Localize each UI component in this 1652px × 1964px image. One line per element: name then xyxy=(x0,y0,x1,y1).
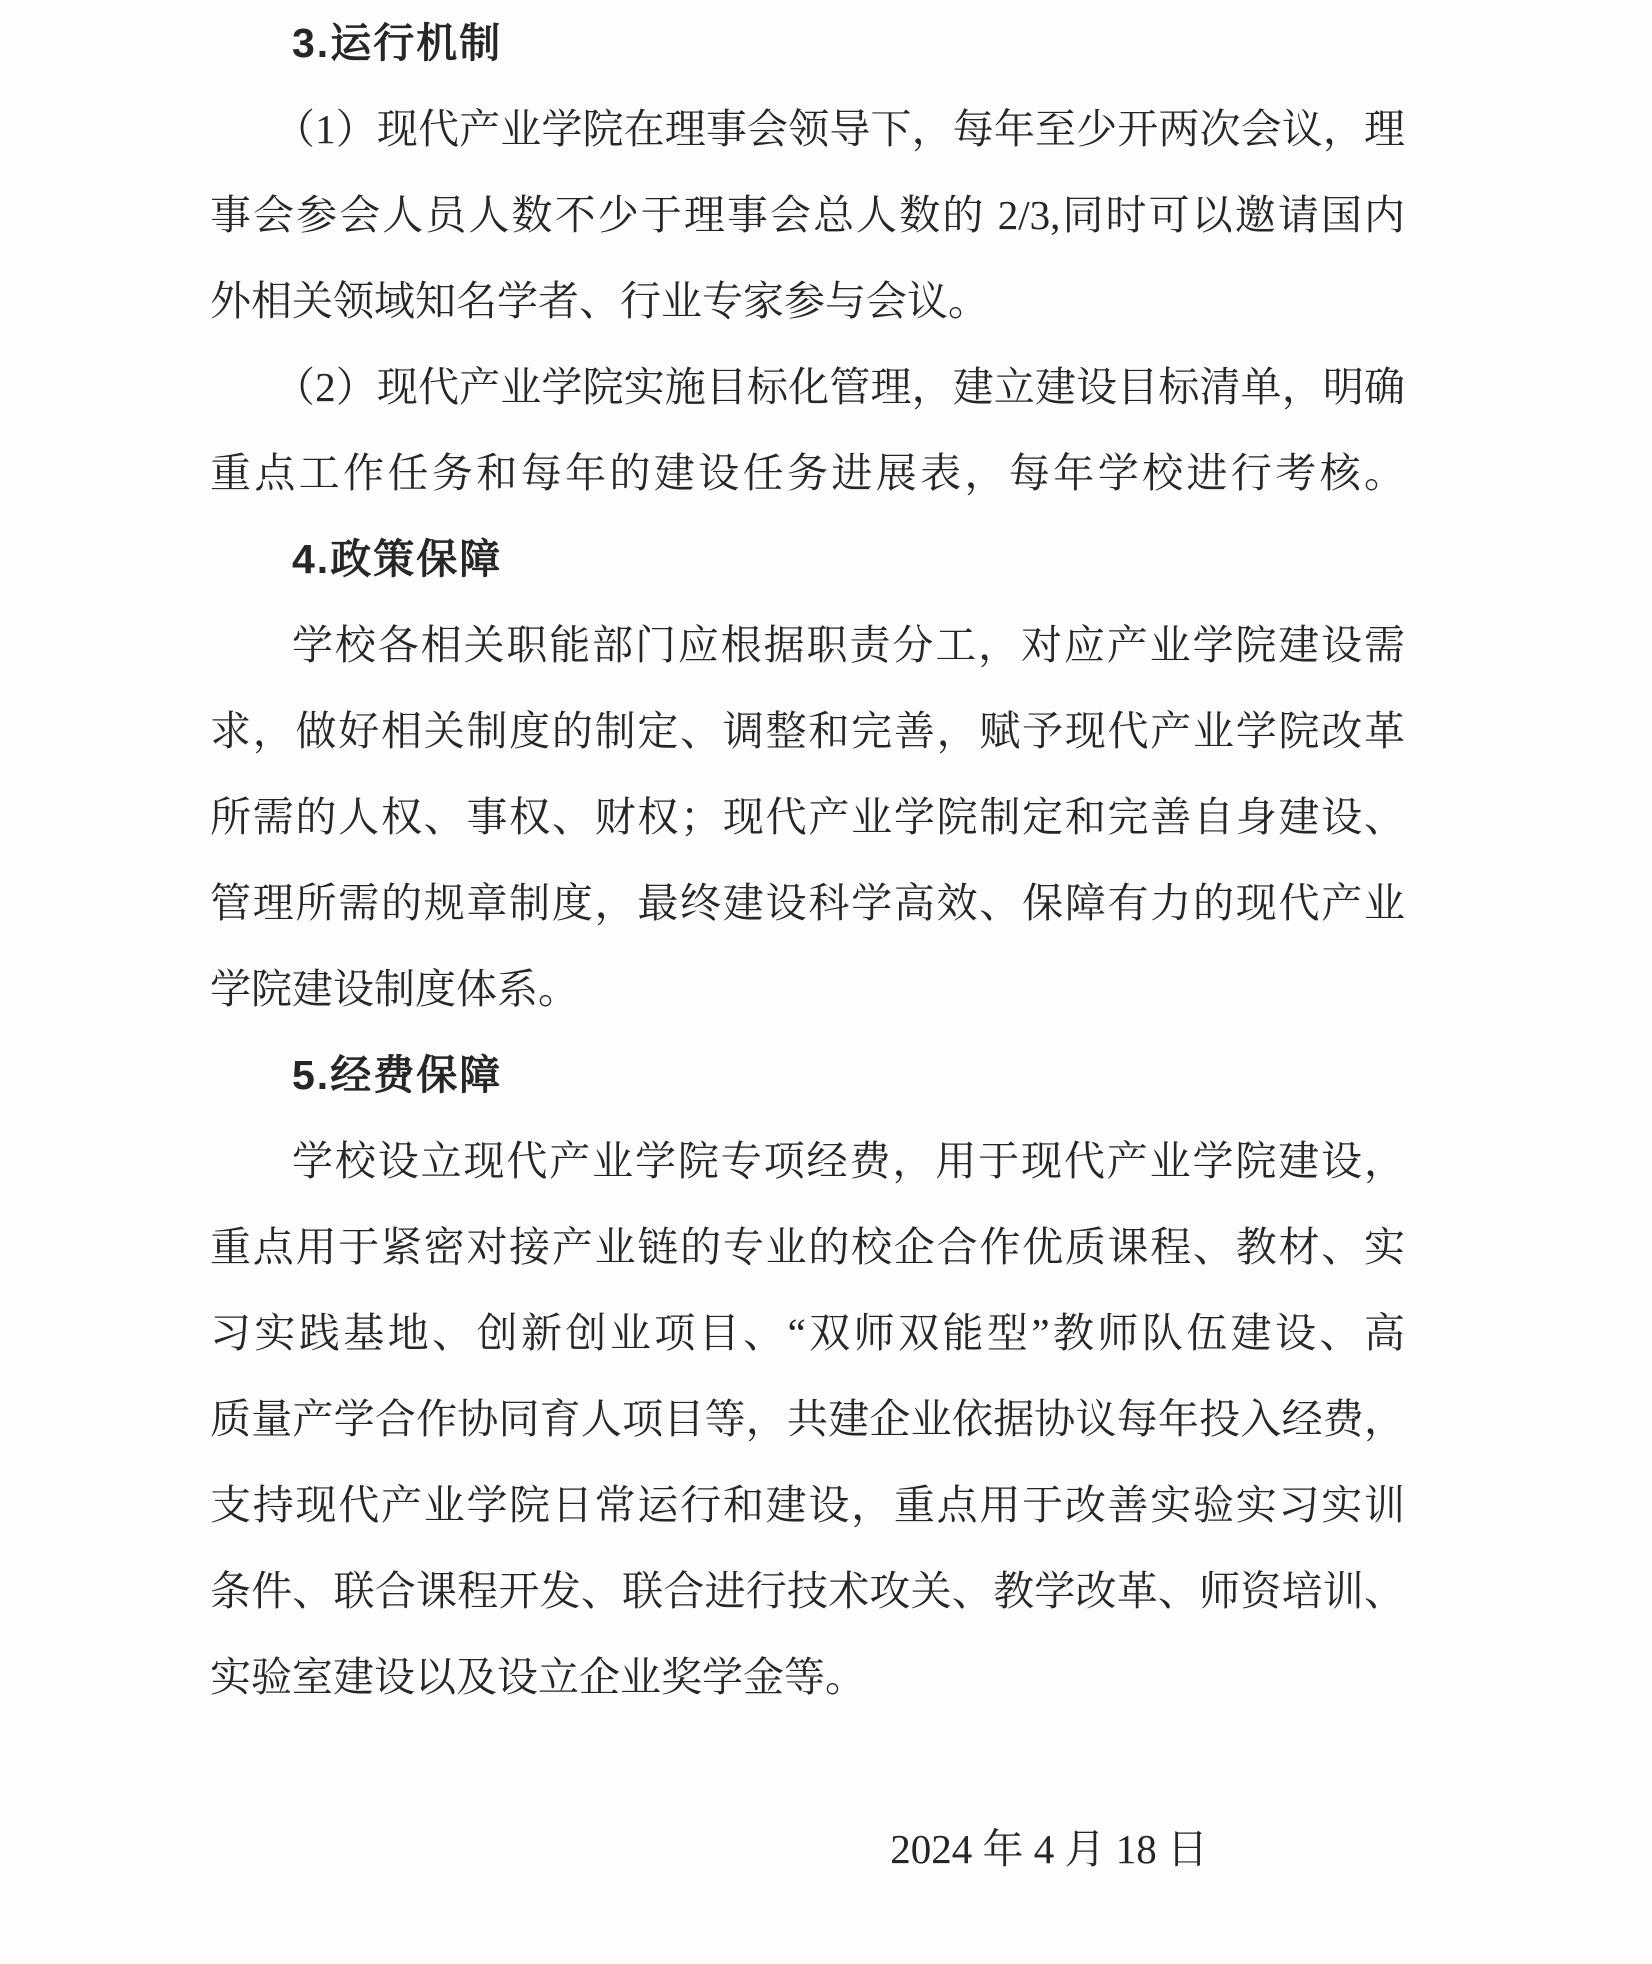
body-line: 学校各相关职能部门应根据职责分工，对应产业学院建设需 xyxy=(292,622,1405,668)
body-line: 求，做好相关制度的制定、调整和完善，赋予现代产业学院改革 xyxy=(210,708,1405,754)
section-heading-5: 5.经费保障 xyxy=(292,1052,503,1098)
body-line: 重点工作任务和每年的建设任务进展表，每年学校进行考核。 xyxy=(210,450,1405,496)
body-line: （2）现代产业学院实施目标化管理，建立建设目标清单，明确 xyxy=(274,364,1405,410)
body-line: 管理所需的规章制度，最终建设科学高效、保障有力的现代产业 xyxy=(210,880,1405,926)
body-line: 习实践基地、创新创业项目、“双师双能型”教师队伍建设、高 xyxy=(210,1310,1405,1356)
date-line: 2024 年 4 月 18 日 xyxy=(890,1826,1208,1872)
blank-line xyxy=(210,1720,1405,1806)
body-line: 所需的人权、事权、财权；现代产业学院制定和完善自身建设、 xyxy=(210,794,1405,840)
body-line: （1）现代产业学院在理事会领导下，每年至少开两次会议，理 xyxy=(274,106,1405,152)
body-line: 条件、联合课程开发、联合进行技术攻关、教学改革、师资培训、 xyxy=(210,1568,1405,1614)
section-heading-4: 4.政策保障 xyxy=(292,536,503,582)
body-line: 重点用于紧密对接产业链的专业的校企合作优质课程、教材、实 xyxy=(210,1224,1405,1270)
body-line: 事会参会人员人数不少于理事会总人数的 2/3,同时可以邀请国内 xyxy=(210,192,1405,238)
section-heading-3: 3.运行机制 xyxy=(292,20,503,66)
body-line: 学院建设制度体系。 xyxy=(210,966,579,1012)
body-line: 外相关领域知名学者、行业专家参与会议。 xyxy=(210,278,989,324)
body-line: 质量产学合作协同育人项目等，共建企业依据协议每年投入经费， xyxy=(210,1396,1405,1442)
body-line: 实验室建设以及设立企业奖学金等。 xyxy=(210,1654,866,1700)
body-line: 学校设立现代产业学院专项经费，用于现代产业学院建设， xyxy=(292,1138,1405,1184)
body-line: 支持现代产业学院日常运行和建设，重点用于改善实验实习实训 xyxy=(210,1482,1405,1528)
